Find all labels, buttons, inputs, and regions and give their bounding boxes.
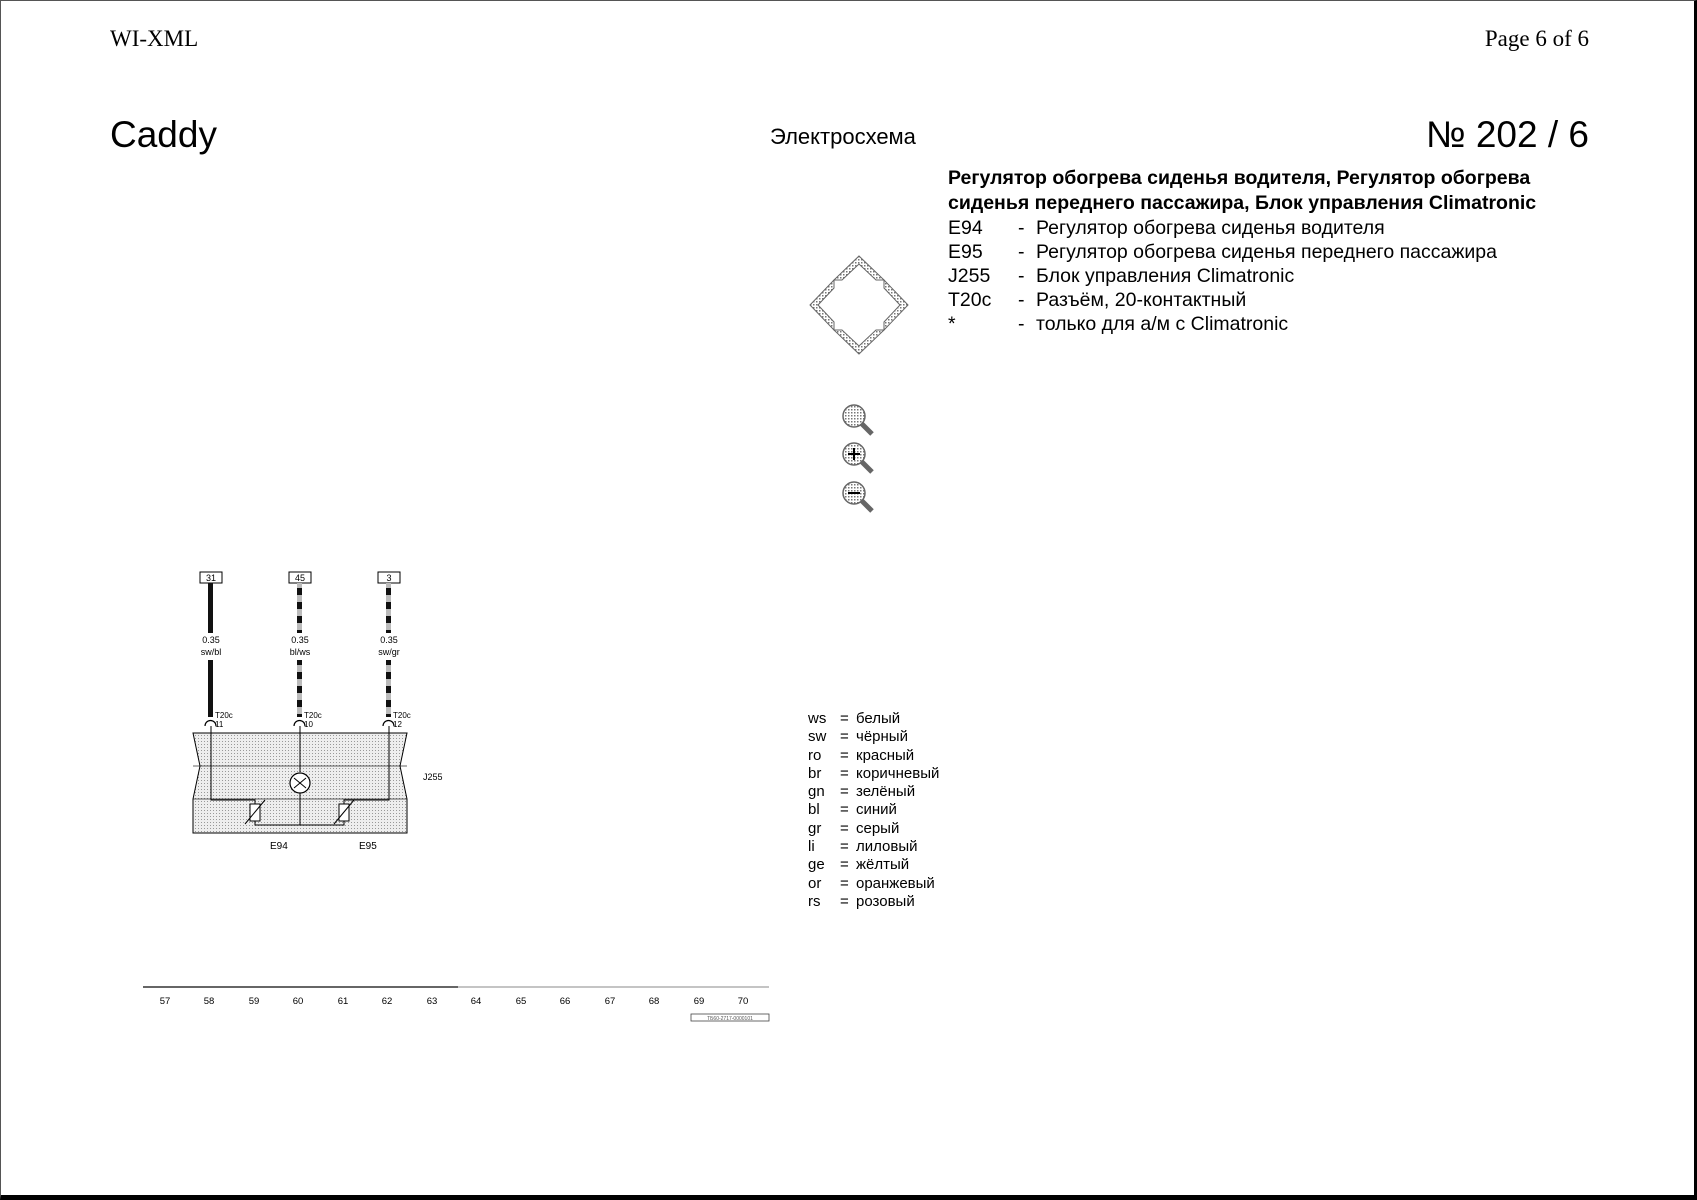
wire-2 <box>289 572 322 729</box>
connector-label: T20c <box>304 711 322 720</box>
legend-row: ws = белый <box>808 710 901 727</box>
description-title-line-2: сиденья переднего пассажира, Блок управления Climatronic <box>948 192 1537 214</box>
document-number: № 202 / 6 <box>1425 114 1589 155</box>
control-unit-j255 <box>193 726 443 833</box>
legend-code: gn <box>808 783 825 801</box>
component-label-e95: E95 <box>359 841 377 852</box>
page-title: Caddy <box>110 114 217 155</box>
component-text: только для а/м с Climatronic <box>1036 313 1289 335</box>
legend-row: gr = серый <box>808 819 900 837</box>
wire-gauge: 0.35 <box>291 635 309 645</box>
connector-pin: 12 <box>393 720 402 729</box>
legend-row: li = лиловый <box>808 838 918 856</box>
wire-tag: 3 <box>386 573 392 583</box>
connector-pin: 10 <box>304 720 313 729</box>
legend-color: оранжевый <box>856 874 935 892</box>
legend-code: ro <box>808 746 822 764</box>
connector-label: T20c <box>393 711 411 720</box>
unit-label: J255 <box>423 772 443 782</box>
wire-color: sw/bl <box>200 647 222 657</box>
component-text: Разъём, 20-контактный <box>1036 289 1247 311</box>
grid-ruler <box>143 987 769 1022</box>
legend-code: bl <box>808 801 820 819</box>
wire-1 <box>200 572 233 729</box>
legend-row: ge = жёлтый <box>808 856 910 874</box>
legend-color: зелёный <box>856 783 916 801</box>
wire-tag: 45 <box>294 573 306 583</box>
legend-row: bl = синий <box>808 801 897 819</box>
component-code: E94 <box>948 217 983 239</box>
component-code: J255 <box>948 265 991 287</box>
wire-3 <box>378 572 411 729</box>
grid-number: 68 <box>648 996 660 1007</box>
legend-code: br <box>808 764 822 782</box>
legend-row: br = коричневый <box>808 764 940 782</box>
grid-number: 66 <box>559 996 571 1007</box>
legend-code: rs <box>808 892 821 910</box>
wire-gauge: 0.35 <box>380 635 398 645</box>
grid-number: 57 <box>159 996 171 1007</box>
grid-number: 69 <box>693 996 705 1007</box>
legend-color: синий <box>856 801 897 819</box>
legend-color: жёлтый <box>856 856 910 874</box>
legend-code: sw <box>808 728 827 746</box>
wire-color-legend <box>808 710 939 911</box>
connector-pin: 11 <box>215 720 224 729</box>
legend-color: красный <box>856 746 915 764</box>
legend-code: ge <box>808 856 825 874</box>
legend-code: gr <box>808 819 822 837</box>
legend-color: белый <box>856 710 901 727</box>
grid-number: 70 <box>737 996 749 1007</box>
grid-number: 67 <box>604 996 616 1007</box>
legend-row: sw = чёрный <box>808 728 908 746</box>
legend-color: розовый <box>856 892 915 910</box>
document-type: Электросхема <box>770 124 916 149</box>
legend-row: or = оранжевый <box>808 874 935 892</box>
legend-code: li <box>808 838 815 856</box>
legend-color: чёрный <box>856 728 908 746</box>
grid-number: 61 <box>337 996 349 1007</box>
grid-number: 64 <box>470 996 482 1007</box>
legend-color: лиловый <box>856 838 918 856</box>
grid-number: 62 <box>381 996 393 1007</box>
grid-number: 63 <box>426 996 438 1007</box>
component-list-item: E94 - Регулятор обогрева сиденья водителя <box>948 217 1385 239</box>
legend-color: серый <box>856 819 900 837</box>
legend-color: коричневый <box>856 764 940 782</box>
grid-number: 58 <box>203 996 215 1007</box>
header-page-number: Page 6 of 6 <box>1484 26 1589 51</box>
connector-label: T20c <box>215 711 233 720</box>
wire-color: bl/ws <box>289 647 311 657</box>
header-source: WI-XML <box>110 26 199 51</box>
legend-row: rs = розовый <box>808 892 915 910</box>
legend-code: or <box>808 874 822 892</box>
wire-tag: 31 <box>205 573 217 583</box>
legend-row: ro = красный <box>808 746 915 764</box>
component-list-item: * - только для а/м с Climatronic <box>948 313 1289 335</box>
component-text: Регулятор обогрева сиденья переднего пассажира <box>1036 241 1498 263</box>
grid-number: 60 <box>292 996 304 1007</box>
grid-number: 65 <box>515 996 527 1007</box>
component-text: Регулятор обогрева сиденья водителя <box>1036 217 1385 239</box>
component-code: T20c <box>948 289 992 311</box>
wire-gauge: 0.35 <box>202 635 220 645</box>
component-code: * <box>948 313 956 335</box>
component-code: E95 <box>948 241 983 263</box>
footer-code: ТБ60-2717-0000101 <box>707 1016 753 1022</box>
grid-number: 59 <box>248 996 260 1007</box>
component-list-item: J255 - Блок управления Climatronic <box>948 265 1295 287</box>
component-list-item: T20c - Разъём, 20-контактный <box>948 289 1247 311</box>
wire-color: sw/gr <box>378 647 400 657</box>
legend-row: gn = зелёный <box>808 783 916 801</box>
legend-code: ws <box>808 710 827 727</box>
component-label-e94: E94 <box>270 841 288 852</box>
description-title-line-1: Регулятор обогрева сиденья водителя, Регулятор обогрева <box>948 167 1531 189</box>
component-text: Блок управления Climatronic <box>1036 265 1295 287</box>
component-list-item: E95 - Регулятор обогрева сиденья переднего пассажира <box>948 241 1498 263</box>
